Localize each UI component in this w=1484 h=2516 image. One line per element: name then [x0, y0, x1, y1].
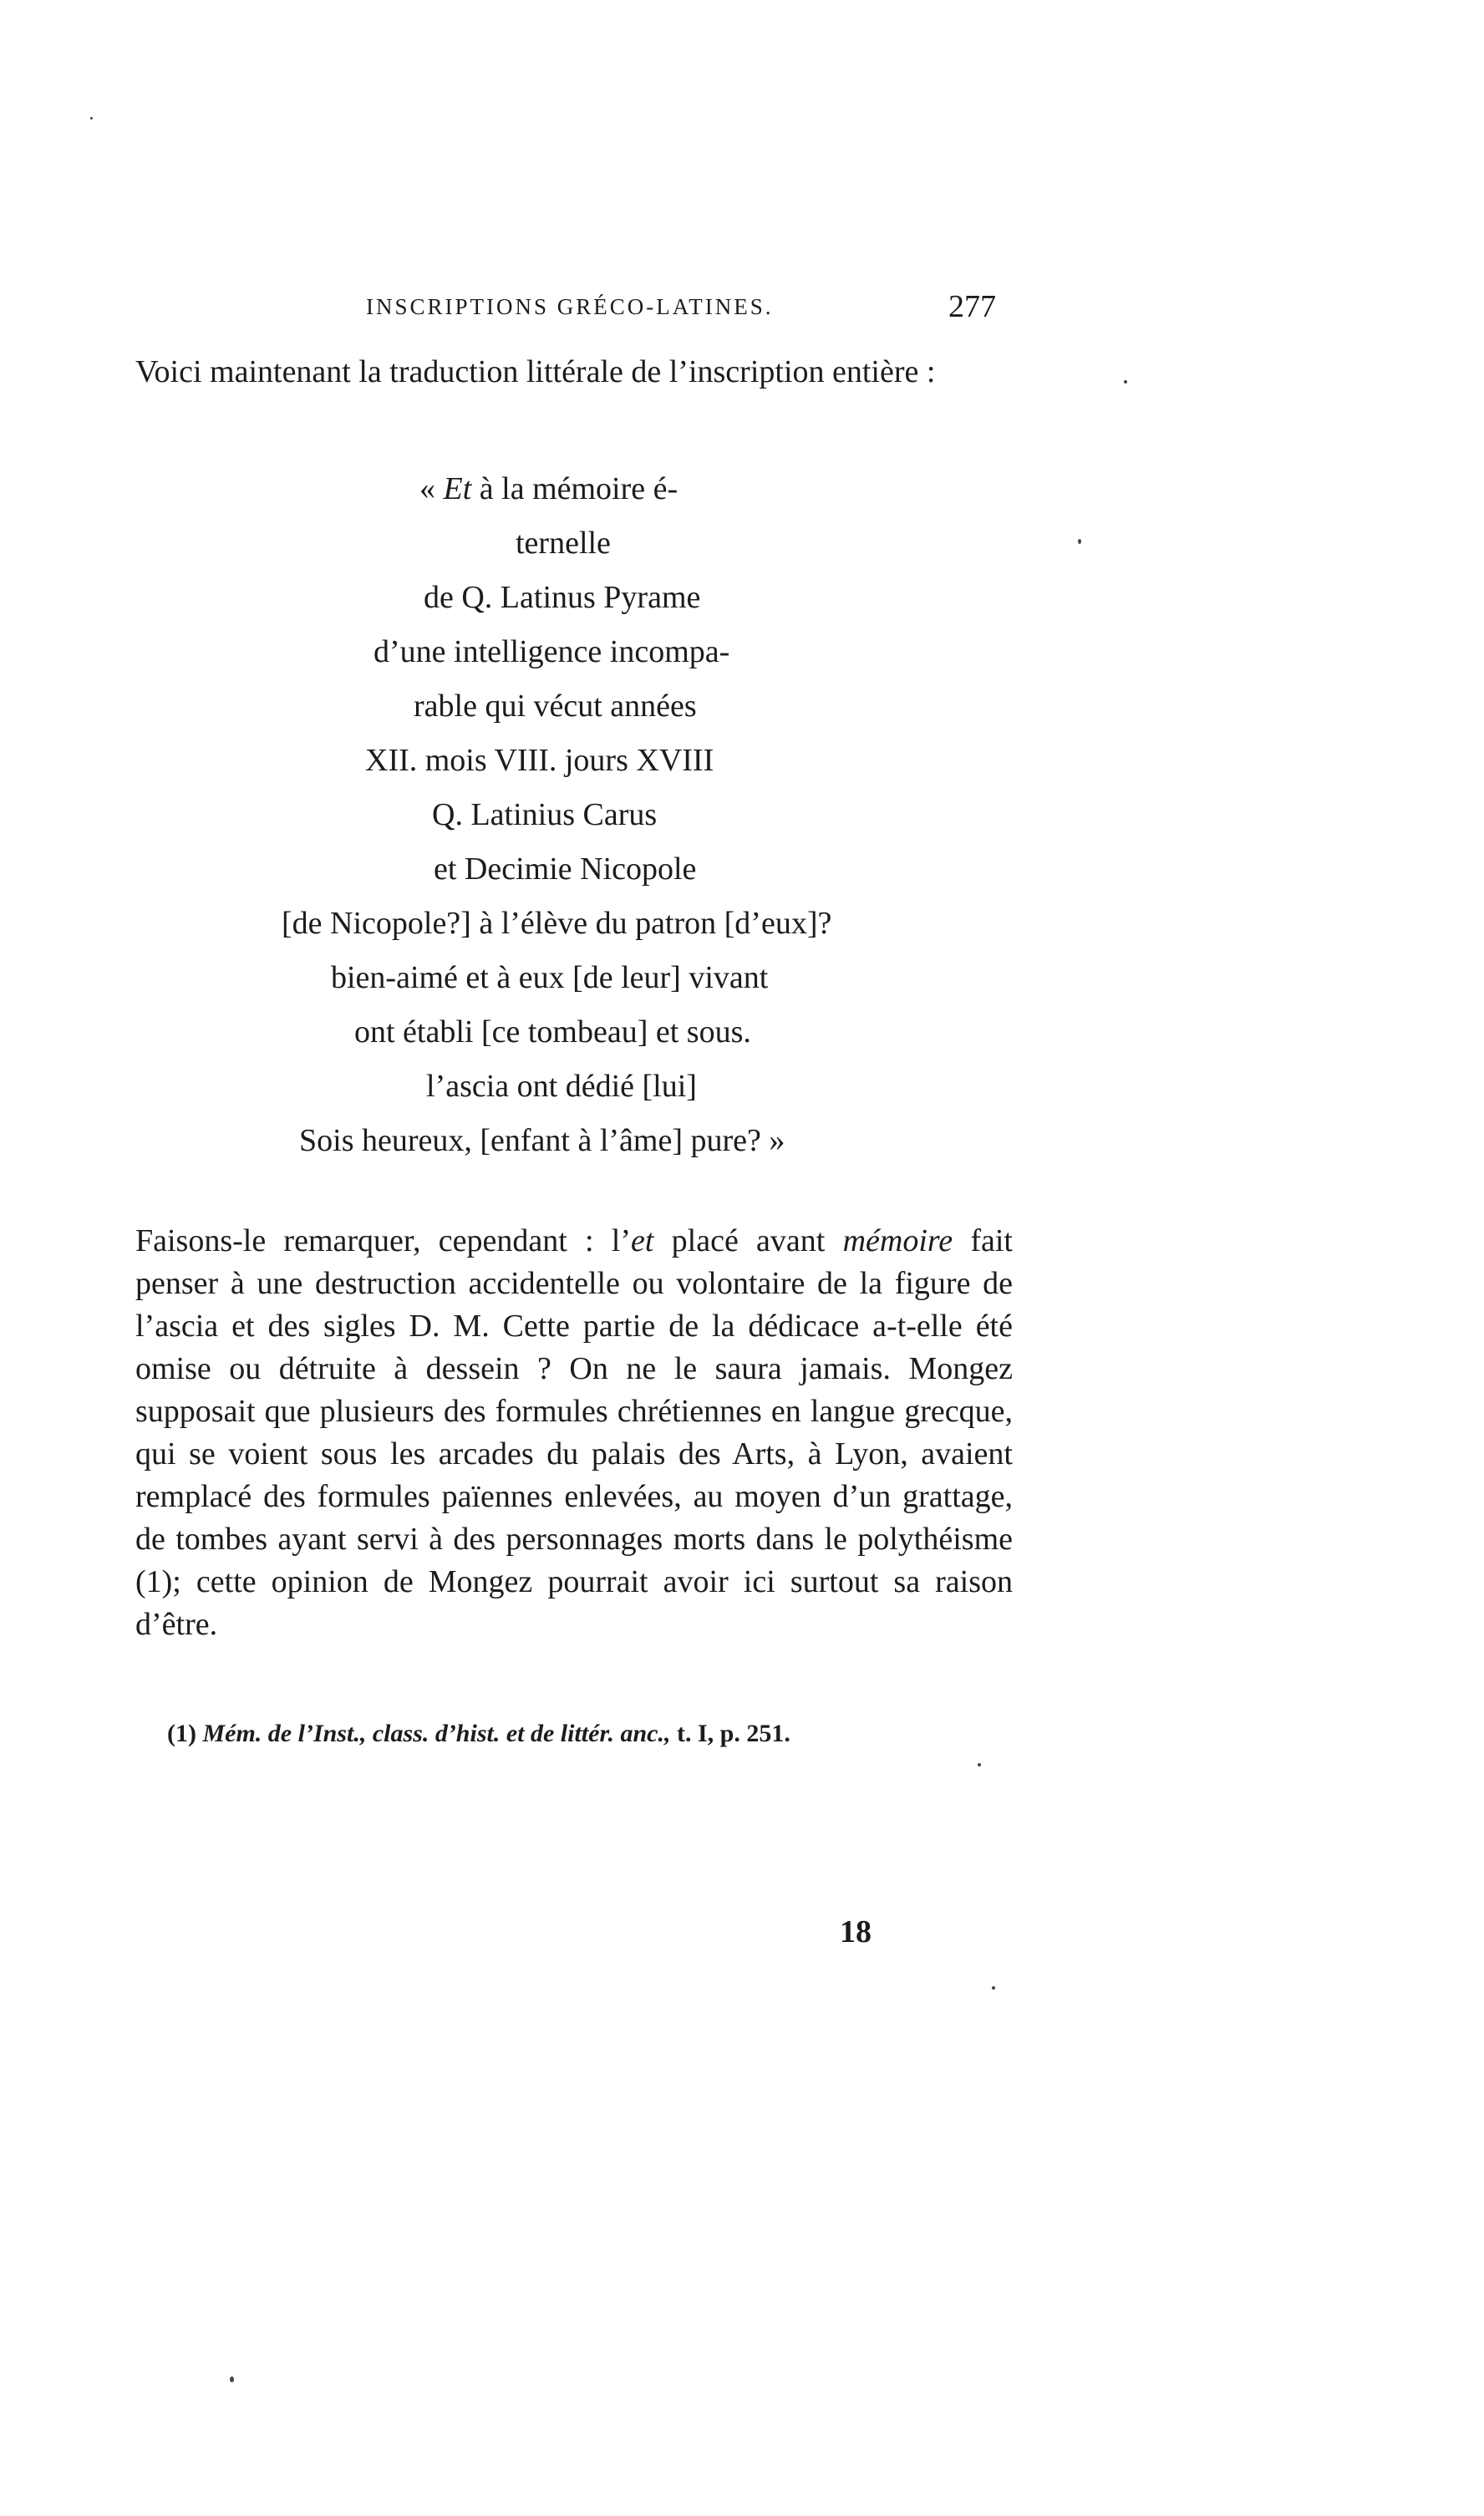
intro-paragraph: Voici maintenant la traduction littérale de l’inscription entière : [135, 354, 936, 389]
running-title: INSCRIPTIONS GRÉCO-LATINES. [366, 294, 774, 319]
inscription-line: Sois heureux, [enfant à l’âme] pure? » [299, 1123, 785, 1158]
inscription-line: Q. Latinius Carus [432, 797, 658, 832]
scan-speck [1078, 539, 1081, 544]
commentary-paragraph: Faisons-le remarquer, cependant : l’et placé avant mémoire fait penser à une destruction accidentelle ou volontaire de la figure de l’ascia et des sigles D. M. Cette partie de la dédicace a-t-elle été omise ou détruite à dessein ? On ne le saura jamais. Mongez supposait que plusieurs des formules chrétiennes en langue grecque, qui se voient sous les arcades du palais des Arts, à Lyon, avaient remplacé des formules païennes enlevées, au moyen d’un grattage, de tombes ayant servi à des personnages morts dans le polythéisme (1); cette opinion de Mongez pourrait avoir ici surtout sa raison d’être. [135, 1223, 1013, 1642]
scan-speck [992, 1986, 995, 1990]
inscription-line: « Et à la mémoire é- [419, 471, 678, 506]
inscription-line: [de Nicopole?] à l’élève du patron [d’eux]? [282, 906, 832, 941]
scan-speck [978, 1763, 981, 1766]
footnote-reference-rest: t. I, p. 251. [670, 1720, 790, 1747]
inscription-line: de Q. Latinus Pyrame [424, 580, 701, 615]
page-number: 277 [948, 289, 996, 324]
inscription-line: ternelle [516, 526, 611, 561]
inscription-line: et Decimie Nicopole [434, 851, 697, 887]
inscription-line: d’une intelligence incompa- [374, 634, 730, 669]
inscription-translation [135, 462, 1013, 1168]
inscription-line: ont établi [ce tombeau] et sous. [354, 1014, 751, 1050]
footnote-reference: Mém. de l’Inst., class. d’hist. et de littér. anc., [202, 1720, 671, 1747]
scan-speck [1124, 380, 1127, 384]
scan-speck [230, 2376, 234, 2382]
inscription-line: l’ascia ont dédié [lui] [426, 1069, 697, 1104]
inscription-line: rable qui vécut années [414, 689, 697, 724]
signature-mark: 18 [840, 1914, 872, 1949]
footnote [167, 1720, 790, 1748]
inscription-line: XII. mois VIII. jours XVIII [365, 743, 714, 778]
footnote-marker: (1) [167, 1720, 196, 1747]
scan-speck [90, 117, 93, 119]
inscription-line: bien-aimé et à eux [de leur] vivant [331, 960, 769, 995]
